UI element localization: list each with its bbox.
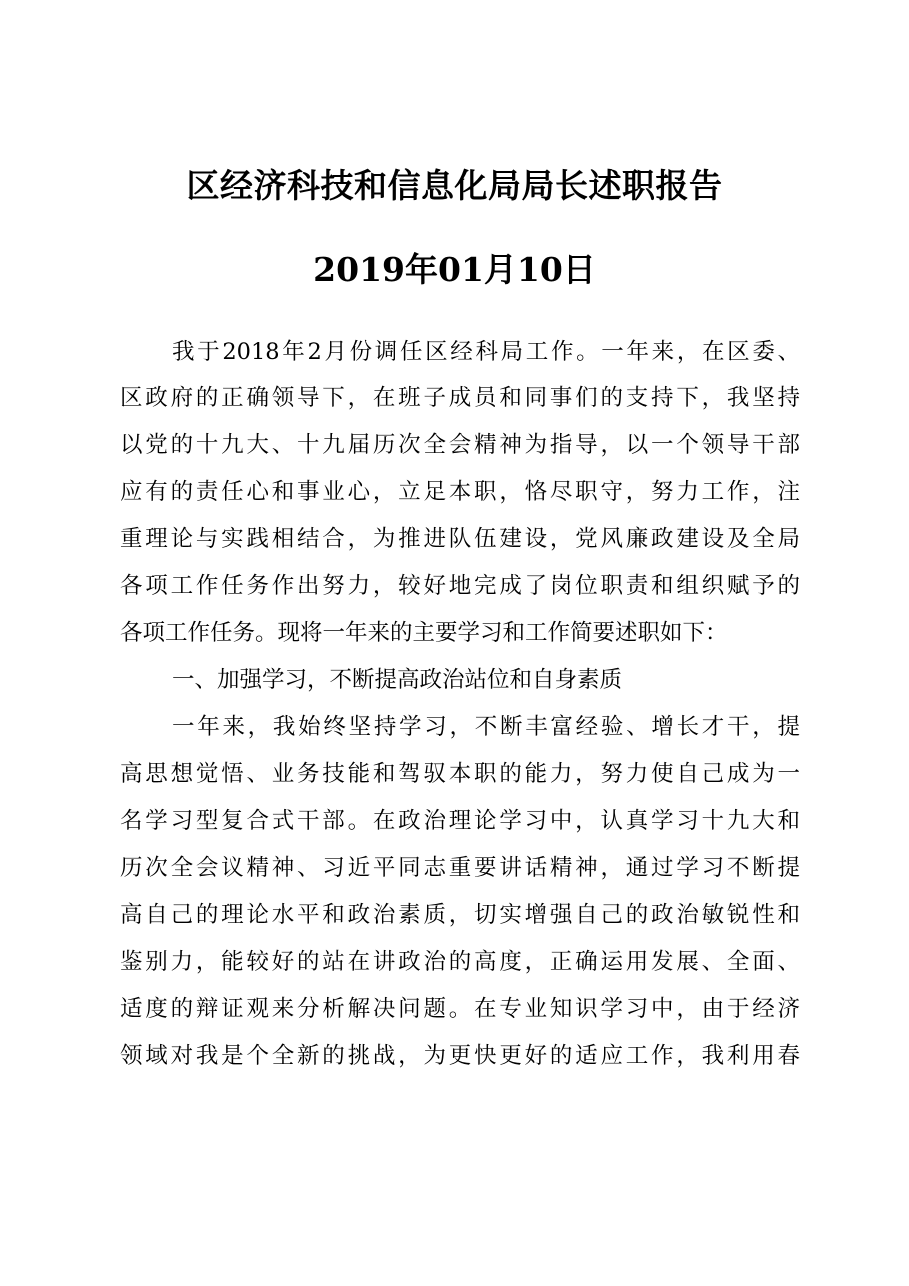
paragraph-line: 高自己的理论水平和政治素质，切实增强自己的政治敏锐性和	[120, 902, 800, 928]
paragraph-line: 各项工作任务。现将一年来的主要学习和工作简要述职如下：	[120, 620, 728, 646]
paragraph-line: 名学习型复合式干部。在政治理论学习中，认真学习十九大和	[120, 808, 800, 834]
paragraph-line: 各项工作任务作出努力，较好地完成了岗位职责和组织赋予的	[120, 573, 800, 599]
section-heading: 一、加强学习，不断提高政治站位和自身素质	[172, 667, 623, 693]
document-title: 区经济科技和信息化局局长述职报告	[186, 166, 723, 205]
paragraph-line: 一年来，我始终坚持学习，不断丰富经验、增长才干，提	[172, 714, 800, 740]
paragraph-line: 我于2018年2月份调任区经科局工作。一年来，在区委、	[172, 339, 800, 365]
paragraph-line: 重理论与实践相结合，为推进队伍建设，党风廉政建设及全局	[120, 526, 800, 552]
paragraph-line: 以党的十九大、十九届历次全会精神为指导，以一个领导干部	[120, 432, 800, 458]
paragraph-line: 历次全会议精神、习近平同志重要讲话精神，通过学习不断提	[120, 855, 800, 881]
paragraph-line: 区政府的正确领导下，在班子成员和同事们的支持下，我坚持	[120, 385, 800, 411]
paragraph-line: 应有的责任心和事业心，立足本职，恪尽职守，努力工作，注	[120, 479, 800, 505]
paragraph-line: 领域对我是个全新的挑战，为更快更好的适应工作，我利用春	[120, 1043, 800, 1069]
paragraph-line: 适度的辩证观来分析解决问题。在专业知识学习中，由于经济	[120, 996, 800, 1022]
document-date: 2019年01月10日	[313, 250, 596, 289]
paragraph-line: 鉴别力，能较好的站在讲政治的高度，正确运用发展、全面、	[120, 949, 800, 975]
paragraph-line: 高思想觉悟、业务技能和驾驭本职的能力，努力使自己成为一	[120, 761, 800, 787]
